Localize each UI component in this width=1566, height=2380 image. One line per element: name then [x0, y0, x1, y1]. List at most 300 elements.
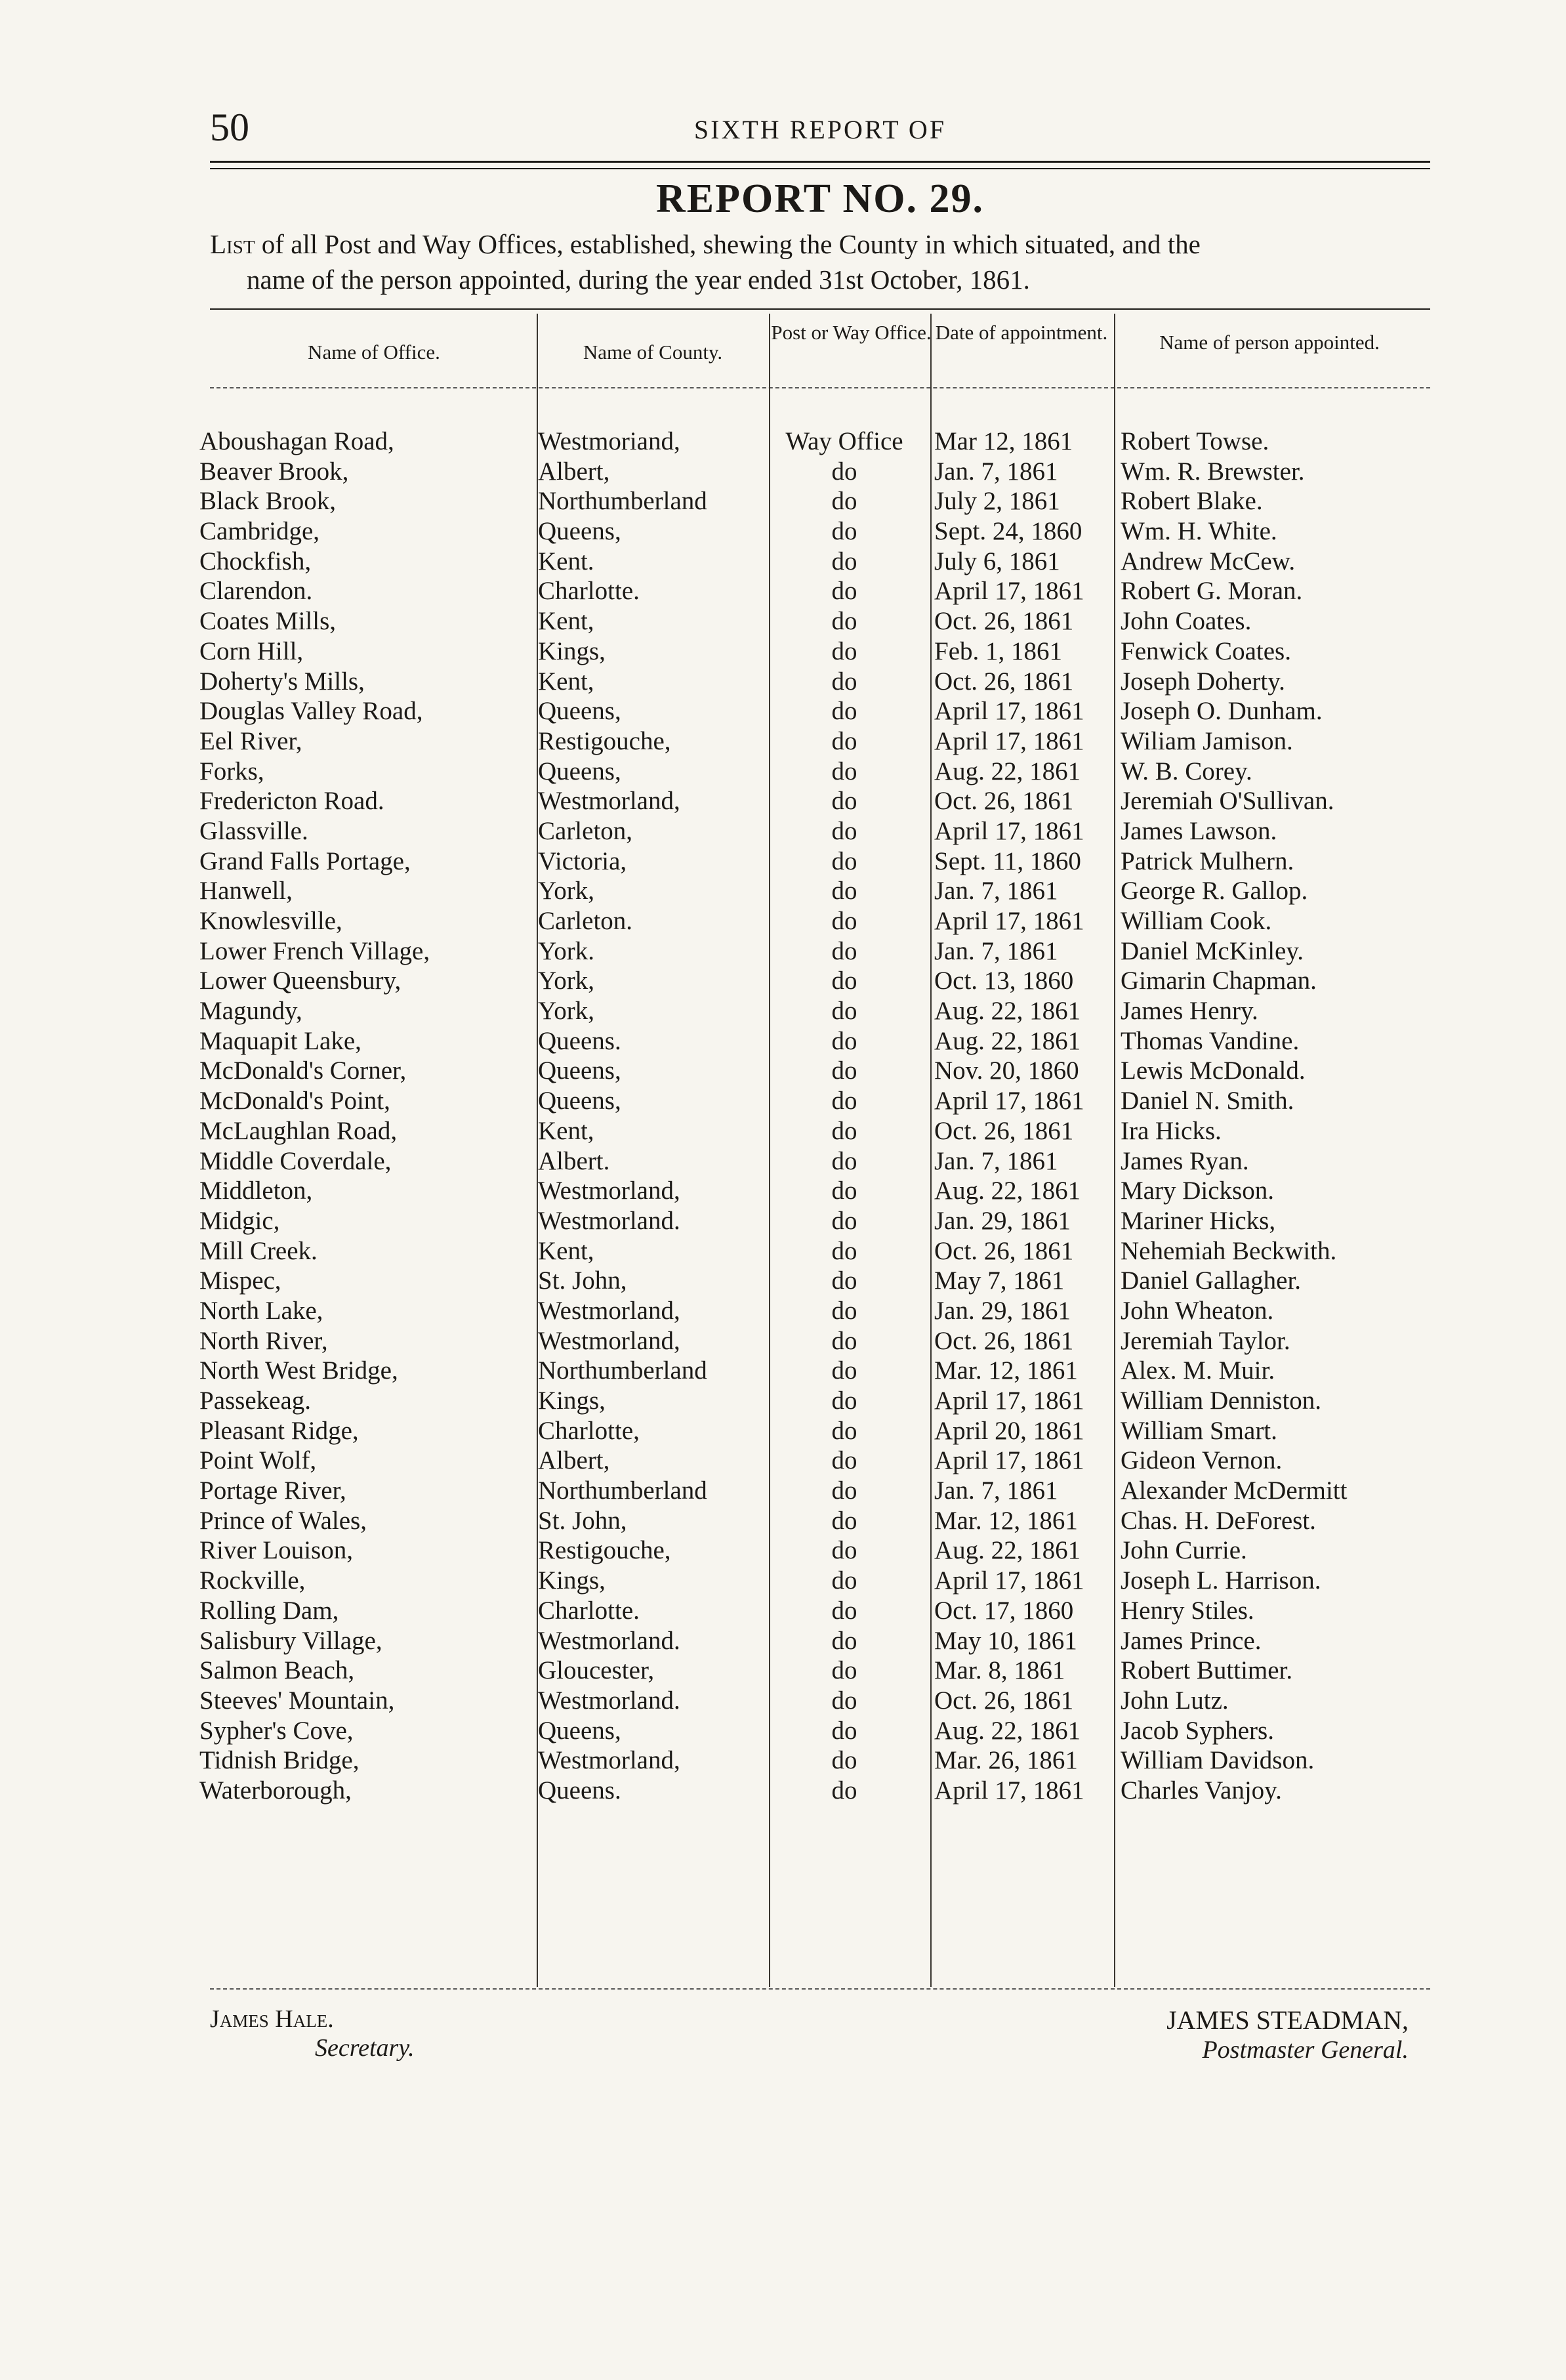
office-type: do [831, 667, 857, 696]
table-row [197, 1356, 1443, 1386]
county-name: Queens, [538, 757, 621, 785]
appointment-date: Sept. 11, 1860 [934, 846, 1081, 875]
office-name: Lower Queensbury, [199, 967, 402, 995]
table-row [197, 1626, 1443, 1656]
table-row [197, 1236, 1443, 1266]
appointee-name: Ira Hicks. [1121, 1116, 1222, 1145]
county-name: Westmorland. [538, 1626, 680, 1655]
table-row [197, 906, 1443, 936]
office-name: Sypher's Cove, [199, 1716, 354, 1745]
office-name: North River, [199, 1326, 328, 1355]
office-name: McDonald's Corner, [199, 1056, 407, 1085]
office-type: do [831, 1746, 857, 1775]
office-name: North West Bridge, [199, 1356, 398, 1385]
appointee-name: Mariner Hicks, [1121, 1206, 1276, 1235]
appointee-name: W. B. Corey. [1121, 757, 1252, 785]
county-name: Westmoriand, [538, 427, 680, 455]
office-name: Passekeag. [199, 1387, 312, 1415]
county-name: Queens, [538, 1087, 621, 1116]
appointee-name: John Currie. [1121, 1536, 1247, 1565]
header-rule [210, 161, 1430, 169]
appointee-name: John Coates. [1121, 607, 1252, 636]
office-name: Grand Falls Portage, [199, 846, 411, 875]
appointment-date: July 6, 1861 [934, 547, 1060, 575]
office-name: Tidnish Bridge, [199, 1746, 360, 1775]
appointment-date: April 17, 1861 [934, 1446, 1084, 1475]
appointee-name: Joseph L. Harrison. [1121, 1566, 1321, 1595]
appointment-date: Jan. 7, 1861 [934, 877, 1058, 906]
table-row [197, 1086, 1443, 1116]
appointment-date: Mar. 12, 1861 [934, 1356, 1078, 1385]
table-row [197, 1206, 1443, 1236]
table-row [197, 1716, 1443, 1746]
table-row [197, 1056, 1443, 1086]
header-bottom-rule [210, 387, 1430, 388]
office-type: do [831, 787, 857, 816]
county-name: Westmorland, [538, 1326, 680, 1355]
office-type: do [831, 577, 857, 606]
appointee-name: Jacob Syphers. [1121, 1716, 1274, 1745]
appointee-name: Fenwick Coates. [1121, 637, 1291, 665]
table-row [197, 1266, 1443, 1296]
office-type: do [831, 1566, 857, 1595]
appointee-name: Joseph Doherty. [1121, 667, 1285, 696]
office-name: Waterborough, [199, 1776, 352, 1805]
county-name: Westmorland, [538, 1177, 680, 1205]
appointee-name: Gideon Vernon. [1121, 1446, 1283, 1475]
appointee-name: Robert Buttimer. [1121, 1656, 1293, 1685]
table-row [197, 1326, 1443, 1356]
office-name: Middleton, [199, 1177, 313, 1205]
table-row [197, 1176, 1443, 1206]
appointee-name: Daniel McKinley. [1121, 936, 1304, 965]
table-row [197, 757, 1443, 787]
appointment-date: Aug. 22, 1861 [934, 1536, 1081, 1565]
appointment-date: Oct. 17, 1860 [934, 1596, 1074, 1625]
table-row [197, 846, 1443, 877]
county-name: Albert. [538, 1146, 610, 1175]
table-row [197, 996, 1443, 1026]
office-type: do [831, 877, 857, 906]
appointee-name: Daniel N. Smith. [1121, 1087, 1294, 1116]
appointment-date: April 17, 1861 [934, 1387, 1084, 1415]
county-name: Queens. [538, 1776, 621, 1805]
table-row [197, 667, 1443, 697]
office-type: do [831, 1626, 857, 1655]
intro-line-2: name of the person appointed, during the year ended 31st October, 1861. [247, 264, 1030, 295]
county-name: York, [538, 877, 594, 906]
county-name: Westmorland, [538, 1746, 680, 1775]
office-type: do [831, 457, 857, 486]
office-name: Mill Creek. [199, 1236, 318, 1265]
office-name: Point Wolf, [199, 1446, 317, 1475]
appointment-date: July 2, 1861 [934, 487, 1060, 516]
office-name: Forks, [199, 757, 264, 785]
county-name: Victoria, [538, 846, 627, 875]
county-name: Westmorland. [538, 1686, 680, 1715]
office-type: do [831, 1476, 857, 1505]
office-type: do [831, 1177, 857, 1205]
office-name: McDonald's Point, [199, 1087, 390, 1116]
table-row [197, 1476, 1443, 1506]
appointee-name: Mary Dickson. [1121, 1177, 1274, 1205]
table-row [197, 1116, 1443, 1146]
office-type: do [831, 1146, 857, 1175]
appointee-name: Patrick Mulhern. [1121, 846, 1294, 875]
office-type: do [831, 1656, 857, 1685]
table-row [197, 1566, 1443, 1596]
appointment-date: Mar. 12, 1861 [934, 1506, 1078, 1535]
intro-lead: List [210, 229, 255, 259]
county-name: Charlotte. [538, 577, 640, 606]
office-type: do [831, 997, 857, 1026]
county-name: St. John, [538, 1266, 627, 1295]
county-name: Queens, [538, 1056, 621, 1085]
appointee-name: James Prince. [1121, 1626, 1262, 1655]
appointee-name: Jeremiah O'Sullivan. [1121, 787, 1334, 816]
office-type: do [831, 726, 857, 755]
office-type: do [831, 1387, 857, 1415]
office-name: Doherty's Mills, [199, 667, 365, 696]
appointee-name: William Denniston. [1121, 1387, 1322, 1415]
appointment-date: April 17, 1861 [934, 577, 1084, 606]
appointee-name: Robert Towse. [1121, 427, 1269, 455]
appointment-date: April 17, 1861 [934, 1087, 1084, 1116]
appointment-date: April 17, 1861 [934, 1776, 1084, 1805]
appointment-date: Jan. 7, 1861 [934, 936, 1058, 965]
appointment-date: Aug. 22, 1861 [934, 1177, 1081, 1205]
county-name: Kings, [538, 1566, 606, 1595]
secretary-name: James Hale. [210, 2005, 334, 2033]
table-row [197, 1296, 1443, 1326]
table-row [197, 726, 1443, 757]
appointment-date: Feb. 1, 1861 [934, 637, 1062, 665]
office-name: Eel River, [199, 726, 302, 755]
appointment-date: April 17, 1861 [934, 697, 1084, 726]
appointment-date: Aug. 22, 1861 [934, 997, 1081, 1026]
office-name: Aboushagan Road, [199, 427, 394, 455]
office-name: Black Brook, [199, 487, 336, 516]
office-name: Coates Mills, [199, 607, 337, 636]
table-row [197, 1535, 1443, 1566]
office-name: Maquapit Lake, [199, 1026, 361, 1055]
office-type: do [831, 1506, 857, 1535]
appointment-date: Mar. 26, 1861 [934, 1746, 1078, 1775]
appointment-date: May 10, 1861 [934, 1626, 1077, 1655]
appointment-date: Jan. 29, 1861 [934, 1206, 1071, 1235]
running-head [210, 105, 1430, 157]
table-row [197, 1386, 1443, 1416]
page-number: 50 [210, 106, 249, 149]
office-name: Lower French Village, [199, 936, 430, 965]
table-row [197, 1596, 1443, 1626]
appointment-date: Oct. 26, 1861 [934, 667, 1074, 696]
office-type: do [831, 1416, 857, 1445]
county-name: Kent, [538, 667, 594, 696]
table-row [197, 516, 1443, 547]
county-name: Charlotte, [538, 1416, 640, 1445]
table-row [197, 576, 1443, 606]
county-name: Queens. [538, 1026, 621, 1055]
appointee-name: James Henry. [1121, 997, 1258, 1026]
appointment-date: Nov. 20, 1860 [934, 1056, 1079, 1085]
table-body [197, 427, 1443, 1806]
appointee-name: John Lutz. [1121, 1686, 1229, 1715]
county-name: Queens, [538, 1716, 621, 1745]
office-type: do [831, 1446, 857, 1475]
office-type: do [831, 1266, 857, 1295]
county-name: Kings, [538, 1387, 606, 1415]
office-type: do [831, 697, 857, 726]
secretary-role: Secretary. [315, 2034, 415, 2062]
office-name: Cambridge, [199, 517, 320, 546]
table-row [197, 816, 1443, 846]
county-name: Kent. [538, 547, 594, 575]
county-name: Albert, [538, 457, 610, 486]
county-name: Queens, [538, 517, 621, 546]
office-name: Pleasant Ridge, [199, 1416, 359, 1445]
appointee-name: George R. Gallop. [1121, 877, 1308, 906]
office-name: Clarendon. [199, 577, 313, 606]
office-name: Rockville, [199, 1566, 306, 1595]
appointment-date: Oct. 26, 1861 [934, 1236, 1074, 1265]
county-name: York, [538, 967, 594, 995]
appointee-name: James Lawson. [1121, 816, 1277, 845]
county-name: Charlotte. [538, 1596, 640, 1625]
office-type: do [831, 1296, 857, 1325]
appointment-date: Oct. 26, 1861 [934, 1116, 1074, 1145]
office-name: Middle Coverdale, [199, 1146, 392, 1175]
running-title: SIXTH REPORT OF [693, 115, 947, 144]
appointment-date: Mar. 8, 1861 [934, 1656, 1065, 1685]
postmaster-name: JAMES STEADMAN, [1166, 2005, 1409, 2035]
office-name: Corn Hill, [199, 637, 304, 665]
office-name: Fredericton Road. [199, 787, 384, 816]
office-type: do [831, 1686, 857, 1715]
table-row [197, 1686, 1443, 1716]
office-name: North Lake, [199, 1296, 323, 1325]
appointee-name: Henry Stiles. [1121, 1596, 1254, 1625]
appointee-name: Lewis McDonald. [1121, 1056, 1306, 1085]
office-name: Prince of Wales, [199, 1506, 367, 1535]
county-name: Northumberland [538, 487, 707, 516]
table-row [197, 1506, 1443, 1536]
office-type: do [831, 1056, 857, 1085]
appointee-name: Gimarin Chapman. [1121, 967, 1317, 995]
office-name: Midgic, [199, 1206, 280, 1235]
table-row [197, 486, 1443, 516]
county-name: Westmorland, [538, 1296, 680, 1325]
office-name: Salmon Beach, [199, 1656, 355, 1685]
county-name: St. John, [538, 1506, 627, 1535]
office-name: Beaver Brook, [199, 457, 349, 486]
office-type: do [831, 517, 857, 546]
secretary-signature [210, 2005, 415, 2062]
appointee-name: Alexander McDermitt [1121, 1476, 1348, 1505]
office-name: Rolling Dam, [199, 1596, 339, 1625]
intro-paragraph [210, 226, 1430, 297]
county-name: York, [538, 997, 594, 1026]
postmaster-role: Postmaster General. [1202, 2036, 1409, 2064]
table-row [197, 1745, 1443, 1776]
office-type: do [831, 637, 857, 665]
header-county: Name of County. [583, 341, 723, 364]
table-row [197, 876, 1443, 906]
office-type: do [831, 1206, 857, 1235]
table-row [197, 637, 1443, 667]
appointment-date: Oct. 26, 1861 [934, 787, 1074, 816]
report-title: REPORT NO. 29. [655, 177, 985, 221]
county-name: Northumberland [538, 1356, 707, 1385]
appointee-name: Andrew McCew. [1121, 547, 1296, 575]
office-type: do [831, 1236, 857, 1265]
office-name: Knowlesville, [199, 907, 342, 935]
appointee-name: William Davidson. [1121, 1746, 1315, 1775]
appointment-date: April 17, 1861 [934, 1566, 1084, 1595]
appointee-name: Wm. H. White. [1121, 517, 1277, 546]
office-name: River Louison, [199, 1536, 353, 1565]
appointee-name: Wiliam Jamison. [1121, 726, 1293, 755]
appointee-name: James Ryan. [1121, 1146, 1249, 1175]
appointment-date: April 17, 1861 [934, 907, 1084, 935]
table-row [197, 1776, 1443, 1806]
county-name: Restigouche, [538, 1536, 671, 1565]
appointee-name: Charles Vanjoy. [1121, 1776, 1282, 1805]
office-type: do [831, 1776, 857, 1805]
appointment-date: April 17, 1861 [934, 816, 1084, 845]
appointee-name: Daniel Gallagher. [1121, 1266, 1302, 1295]
appointee-name: Robert Blake. [1121, 487, 1263, 516]
appointment-date: Oct. 26, 1861 [934, 1686, 1074, 1715]
office-type: do [831, 1326, 857, 1355]
county-name: Kings, [538, 637, 606, 665]
county-name: Northumberland [538, 1476, 707, 1505]
office-name: Douglas Valley Road, [199, 697, 423, 726]
appointee-name: Joseph O. Dunham. [1121, 697, 1323, 726]
appointment-date: Aug. 22, 1861 [934, 757, 1081, 785]
table-row [197, 1146, 1443, 1177]
office-type: do [831, 1116, 857, 1145]
office-name: Salisbury Village, [199, 1626, 382, 1655]
appointee-name: William Smart. [1121, 1416, 1277, 1445]
appointment-date: May 7, 1861 [934, 1266, 1065, 1295]
table-row [197, 427, 1443, 457]
appointment-date: Oct. 26, 1861 [934, 1326, 1074, 1355]
office-type: do [831, 1536, 857, 1565]
table-top-rule [210, 308, 1430, 310]
office-name: Magundy, [199, 997, 302, 1026]
table-bottom-rule [210, 1988, 1430, 1990]
appointee-name: Wm. R. Brewster. [1121, 457, 1305, 486]
county-name: Kent, [538, 607, 594, 636]
county-name: Kent, [538, 1236, 594, 1265]
table-row [197, 547, 1443, 577]
appointee-name: William Cook. [1121, 907, 1272, 935]
office-type: do [831, 1026, 857, 1055]
county-name: Queens, [538, 697, 621, 726]
appointment-date: Jan. 29, 1861 [934, 1296, 1071, 1325]
county-name: York. [538, 936, 594, 965]
table-row [197, 606, 1443, 637]
table-row [197, 1416, 1443, 1446]
office-type: do [831, 936, 857, 965]
county-name: Gloucester, [538, 1656, 655, 1685]
appointee-name: Jeremiah Taylor. [1121, 1326, 1290, 1355]
header-type: Post or Way Office. [771, 321, 932, 344]
appointment-date: Mar 12, 1861 [934, 427, 1073, 455]
county-name: Westmorland, [538, 787, 680, 816]
table-row [197, 1656, 1443, 1686]
appointment-date: Sept. 24, 1860 [934, 517, 1082, 546]
header-date: Date of appointment. [935, 321, 1108, 344]
office-name: Steeves' Mountain, [199, 1686, 395, 1715]
appointee-name: Nehemiah Beckwith. [1121, 1236, 1337, 1265]
office-type: do [831, 907, 857, 935]
office-name: Glassville. [199, 816, 308, 845]
office-name: McLaughlan Road, [199, 1116, 398, 1145]
office-type: do [831, 1356, 857, 1385]
office-type: do [831, 967, 857, 995]
appointment-date: Oct. 26, 1861 [934, 607, 1074, 636]
appointment-date: Oct. 13, 1860 [934, 967, 1074, 995]
appointee-name: Robert G. Moran. [1121, 577, 1303, 606]
county-name: Restigouche, [538, 726, 671, 755]
header-office: Name of Office. [308, 341, 440, 364]
county-name: Carleton, [538, 816, 633, 845]
appointment-date: Aug. 22, 1861 [934, 1026, 1081, 1055]
office-type: do [831, 757, 857, 785]
header-person: Name of person appointed. [1159, 331, 1380, 354]
appointment-date: April 17, 1861 [934, 726, 1084, 755]
office-name: Mispec, [199, 1266, 281, 1295]
county-name: Carleton. [538, 907, 633, 935]
appointee-name: Chas. H. DeForest. [1121, 1506, 1316, 1535]
intro-line-1: of all Post and Way Offices, established, shewing the County in which situated, and the [261, 229, 1201, 259]
office-type: do [831, 607, 857, 636]
table-row [197, 786, 1443, 816]
table-row [197, 1026, 1443, 1056]
office-type: do [831, 816, 857, 845]
office-type: do [831, 1716, 857, 1745]
county-name: Westmorland. [538, 1206, 680, 1235]
table-row [197, 696, 1443, 726]
table-row [197, 457, 1443, 487]
appointment-date: April 20, 1861 [934, 1416, 1084, 1445]
county-name: Albert, [538, 1446, 610, 1475]
office-type: do [831, 487, 857, 516]
appointee-name: Thomas Vandine. [1121, 1026, 1300, 1055]
office-name: Chockfish, [199, 547, 312, 575]
office-name: Portage River, [199, 1476, 346, 1505]
office-type: do [831, 1087, 857, 1116]
office-name: Hanwell, [199, 877, 293, 906]
office-type: do [831, 547, 857, 575]
appointee-name: John Wheaton. [1121, 1296, 1274, 1325]
office-type: do [831, 1596, 857, 1625]
table-row [197, 1446, 1443, 1476]
table-row [197, 966, 1443, 996]
appointee-name: Alex. M. Muir. [1121, 1356, 1275, 1385]
postmaster-signature [1166, 2005, 1409, 2064]
appointment-date: Aug. 22, 1861 [934, 1716, 1081, 1745]
county-name: Kent, [538, 1116, 594, 1145]
appointment-date: Jan. 7, 1861 [934, 1146, 1058, 1175]
office-type: do [831, 846, 857, 875]
appointment-date: Jan. 7, 1861 [934, 457, 1058, 486]
table-row [197, 936, 1443, 967]
appointment-date: Jan. 7, 1861 [934, 1476, 1058, 1505]
office-type: Way Office [785, 427, 903, 455]
